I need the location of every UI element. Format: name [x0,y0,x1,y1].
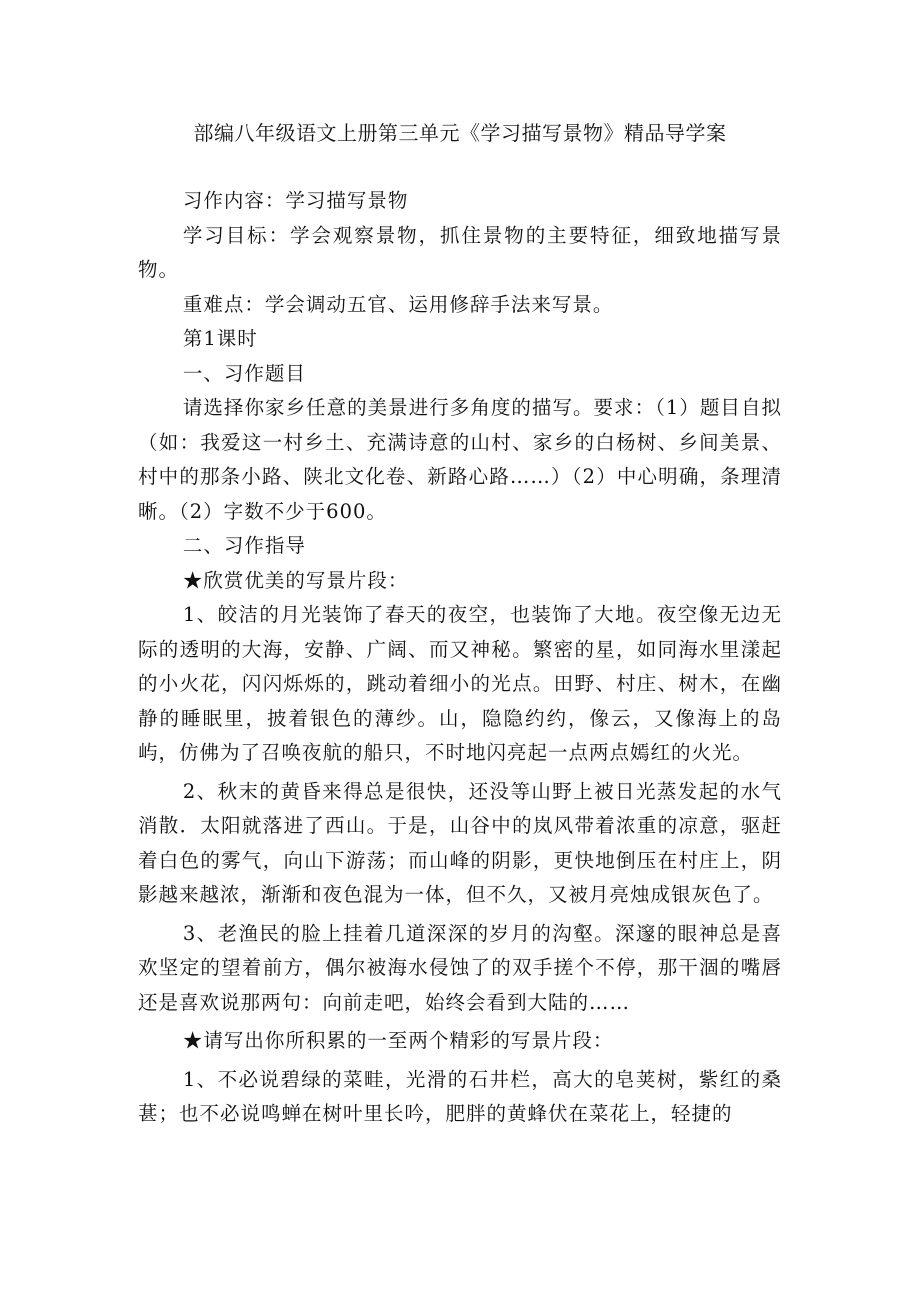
paragraph-passage-1: 1、皎洁的月光装饰了春天的夜空，也装饰了大地。夜空像无边无际的透明的大海，安静、广阔、而又神秘。繁密的星，如同海水里漾起的小火花，闪闪烁烁的，跳动着细小的光点。田野、村庄、树木，在幽静的睡眠里，披着银色的薄纱。山，隐隐约约，像云，又像海上的岛屿，仿佛为了召唤夜航的船只，不时地闪亮起一点两点嫣红的火光。 [138,603,782,764]
paragraph-topic-requirements: 请选择你家乡任意的美景进行多角度的描写。要求：（1）题目自拟（如：我爱这一村乡土、充满诗意的山村、家乡的白杨树、乡间美景、村中的那条小路、陕北文化卷、新路心路……）（2）中心明确，条理清晰。（2）字数不少于600。 [138,396,782,523]
paragraph-passage-3: 3、老渔民的脸上挂着几道深深的岁月的沟壑。深邃的眼神总是喜欢坚定的望着前方，偶尔被海水侵蚀了的双手搓个不停，那干涸的嘴唇还是喜欢说那两句：向前走吧，始终会看到大陆的…… [138,921,782,1014]
paragraph-learning-goal: 学习目标：学会观察景物，抓住景物的主要特征，细致地描写景物。 [138,223,782,281]
document-body [138,184,782,1132]
paragraph-accumulated-passage-1: 1、不必说碧绿的菜畦，光滑的石井栏，高大的皂荚树，紫红的桑葚；也不必说鸣蝉在树叶里长吟，肥胖的黄蜂伏在菜花上，轻捷的 [138,1067,782,1125]
heading-write-your-passages: ★请写出你所积累的一至两个精彩的写景片段： [182,1029,614,1052]
heading-writing-topic: 一、习作题目 [182,361,306,385]
heading-writing-guidance: 二、习作指导 [182,534,306,557]
heading-appreciate-passages: ★欣赏优美的写景片段： [182,568,409,592]
document-title: 部编八年级语文上册第三单元《学习描写景物》精品导学案 [193,121,727,145]
paragraph-passage-2: 2、秋末的黄昏来得总是很快，还没等山野上被日光蒸发起的水气消散．太阳就落进了西山。于是，山谷中的岚风带着浓重的凉意，驱赶着白色的雾气，向山下游荡；而山峰的阴影，更快地倒压在村庄上，阴影越来越浓，渐渐和夜色混为一体，但不久，又被月亮烛成银灰色了。 [138,779,782,906]
paragraph-key-points: 重难点：学会调动五官、运用修辞手法来写景。 [182,292,614,316]
paragraph-writing-content: 习作内容：学习描写景物 [182,189,409,212]
paragraph-lesson-number: 第1课时 [182,327,258,350]
